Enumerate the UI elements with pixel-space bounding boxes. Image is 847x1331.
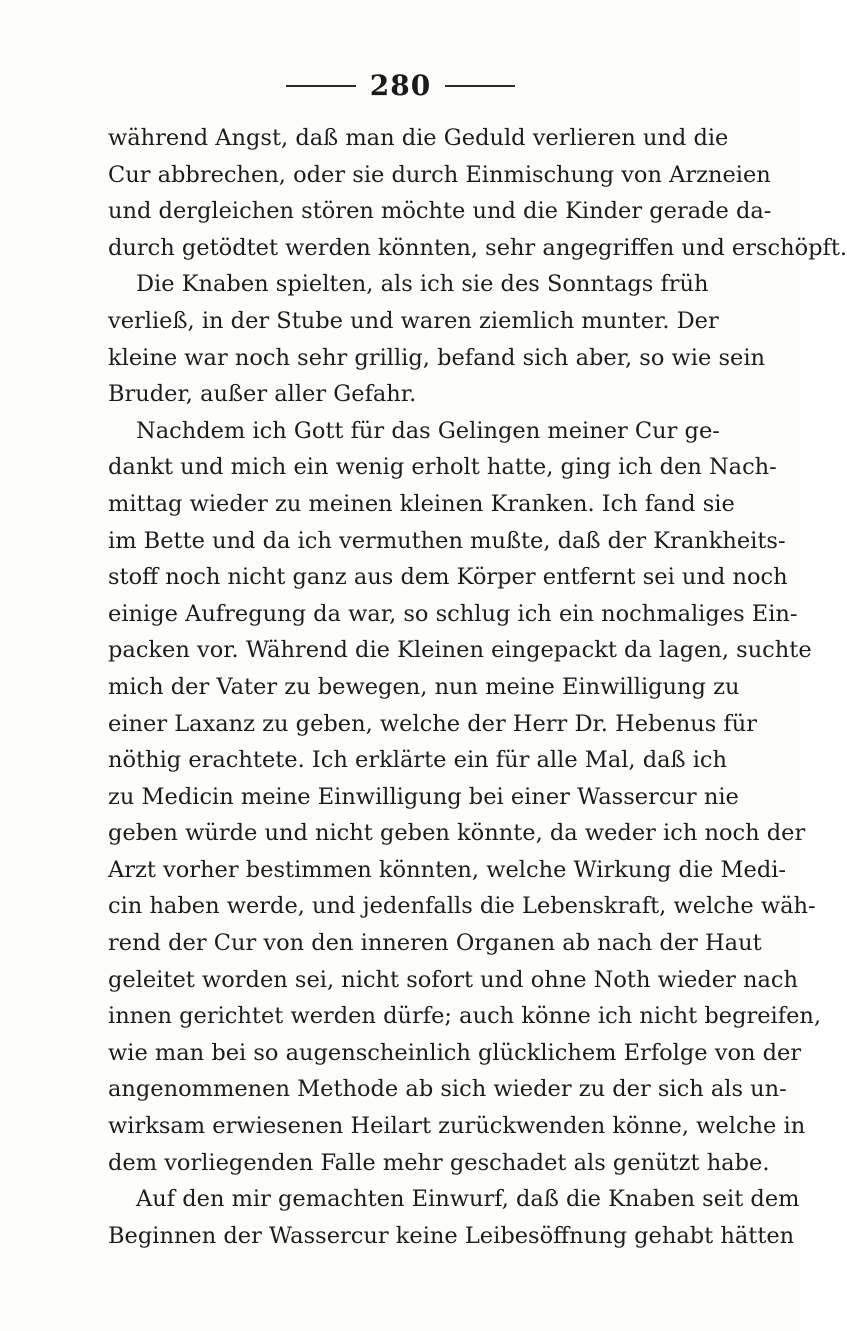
page-number: 280	[369, 68, 432, 102]
text-line: stoff noch nicht ganz aus dem Körper entfernt sei und noch	[108, 564, 788, 591]
text-line: kleine war noch sehr grillig, befand sich aber, so wie sein	[108, 344, 766, 371]
text-line: Auf den mir gemachten Einwurf, daß die Knaben seit dem	[136, 1186, 800, 1213]
header-rule-right	[445, 85, 515, 87]
text-line: Nachdem ich Gott für das Gelingen meiner Cur ge-	[136, 417, 720, 444]
text-line: mittag wieder zu meinen kleinen Kranken. Ich fand sie	[108, 490, 735, 517]
text-line: im Bette und da ich vermuthen mußte, daß der Krankheits-	[108, 527, 786, 554]
text-line: Beginnen der Wassercur keine Leibesöffnung gehabt hätten	[108, 1222, 795, 1249]
text-line: zu Medicin meine Einwilligung bei einer Wassercur nie	[108, 783, 739, 810]
text-line: einer Laxanz zu geben, welche der Herr Dr. Hebenus für	[108, 710, 758, 737]
text-line: und dergleichen stören möchte und die Kinder gerade da-	[108, 198, 772, 225]
text-line: durch getödtet werden könnten, sehr angegriffen und erschöpft.	[108, 234, 847, 261]
text-line: Cur abbrechen, oder sie durch Einmischung von Arzneien	[108, 161, 771, 188]
text-line: mich der Vater zu bewegen, nun meine Einwilligung zu	[108, 673, 740, 700]
text-line: geben würde und nicht geben könnte, da weder ich noch der	[108, 820, 806, 847]
body-text	[108, 120, 847, 1254]
text-line: Arzt vorher bestimmen könnten, welche Wirkung die Medi-	[108, 856, 787, 883]
text-line: nöthig erachtete. Ich erklärte ein für alle Mal, daß ich	[108, 747, 728, 774]
text-line: wirksam erwiesenen Heilart zurückwenden könne, welche in	[108, 1113, 806, 1140]
text-line: dem vorliegenden Falle mehr geschadet als genützt habe.	[108, 1149, 770, 1176]
text-line: angenommenen Methode ab sich wieder zu der sich als un-	[108, 1076, 787, 1103]
header-rule-left	[286, 85, 356, 87]
text-line: innen gerichtet werden dürfe; auch könne ich nicht begreifen,	[108, 1003, 822, 1030]
text-line: wie man bei so augenscheinlich glücklichem Erfolge von der	[108, 1039, 802, 1066]
page-header	[0, 66, 801, 104]
text-line: dankt und mich ein wenig erholt hatte, ging ich den Nach-	[108, 454, 777, 481]
text-line: Bruder, außer aller Gefahr.	[108, 381, 417, 408]
text-line: cin haben werde, und jedenfalls die Lebenskraft, welche wäh-	[108, 893, 816, 920]
text-line: einige Aufregung da war, so schlug ich ein nochmaliges Ein-	[108, 600, 798, 627]
text-line: verließ, in der Stube und waren ziemlich munter. Der	[108, 307, 719, 334]
text-line: rend der Cur von den inneren Organen ab nach der Haut	[108, 930, 762, 957]
text-line: packen vor. Während die Kleinen eingepackt da lagen, suchte	[108, 637, 812, 664]
text-line: während Angst, daß man die Geduld verlieren und die	[108, 125, 729, 151]
text-line: Die Knaben spielten, als ich sie des Sonntags früh	[136, 271, 709, 298]
text-line: geleitet worden sei, nicht sofort und ohne Noth wieder nach	[108, 966, 798, 993]
